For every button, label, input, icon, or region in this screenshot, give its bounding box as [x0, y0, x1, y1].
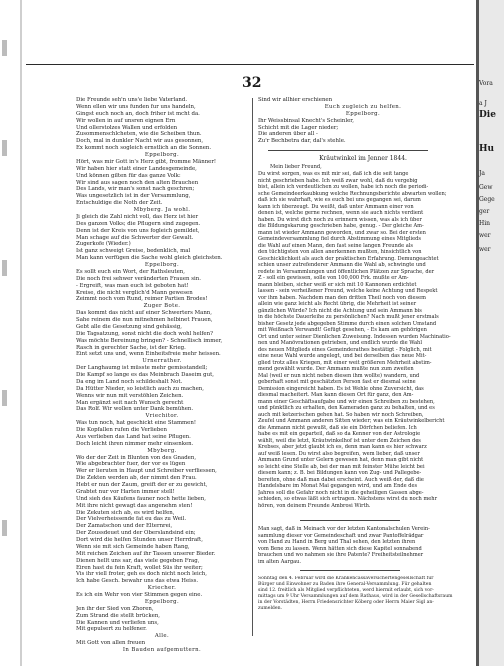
adjacent-page-text: Vora	[479, 80, 493, 87]
text-line: Hört, was mir Gott in's Herz gibt, fromme Männer!	[76, 158, 217, 165]
text-line: Grabtet nur vor Harten immer stell!	[76, 488, 175, 495]
text-line: Z - soll ein gewissen, solle von 100,000 Frk. mußte er Am-	[258, 275, 409, 281]
text-line: schien unser zutrefenderer Ammann die Wahl ab, schwingte und	[258, 262, 426, 268]
text-line: des neuen Mitglieds eines Gemeinderathes bestätigt - Folglich, mit	[258, 346, 432, 353]
text-line: diesmal macheitert. Man kann diesen Ort für ganz, den Am-	[258, 392, 414, 398]
text-line: Man kann verfügen die Sache wohl gleich gleichsten.	[76, 255, 223, 262]
adjacent-page-text: wer	[479, 232, 491, 239]
text-line: Zuger Bote.	[143, 303, 181, 310]
edge-mark	[2, 260, 7, 276]
text-line: Dort wird die helfen Stunden unser Herrdraft,	[76, 537, 203, 543]
text-line: Euch zugleich zu helfen.	[324, 103, 402, 110]
text-line: Was tun noch, hat geschickt eine Stammen!	[76, 420, 196, 427]
text-line: bereiten, ohne daß man dabei erscheint. Auch weiß der, daß die	[258, 476, 424, 483]
text-line: wählt, weil die letzt, Kräutwinkelhof ist unter dem Zeichen des	[258, 437, 421, 444]
text-line: Der Vielverheissende fat eu das zu Weil.	[76, 516, 187, 523]
text-line: Die Freunde seh'n uns'e liebe Vaterland.	[76, 97, 188, 103]
text-line: Zum Strand die stellt brücken,	[76, 612, 161, 619]
text-line: Alle.	[154, 633, 170, 640]
text-line: Gingst euch noch an, doch friher ist mcht da.	[76, 110, 200, 117]
text-line: Ich habe Gesch. bewahr uns das etwa Heiss.	[76, 578, 199, 585]
text-line: in der Vorstädten, Herrn Friedensrichter Köberg oder Herrn Maier Sigl an-	[258, 600, 434, 605]
text-line: Handelsbare im Monat Mai gegangen wird, und am Ende des	[258, 483, 418, 489]
text-line: Die Kampf so lange es das Meinbrach Daseim gut,	[76, 372, 214, 378]
adjacent-page-text: Gew	[479, 184, 493, 191]
text-line: Mit ihre nicht gewagt das angenehm sten!	[76, 502, 193, 509]
text-line: Wenns wir nun mit verstöhlen Zeichen.	[76, 392, 184, 399]
text-line: Man schage auf die Schwerter der Gewalt.	[76, 234, 194, 241]
text-line: die Bildungskarung geschrieben habe, genug. - Der gleiche Am-	[258, 223, 424, 229]
text-line: die Wahl auf einen Mann, den fast seine langen Freunde als	[258, 242, 413, 249]
text-line: mann bleiben, sicher weiß er sich mit 10 Kannonen erdichtet	[258, 281, 417, 288]
text-line: Die Zekten werden ab, der nimmt den Frau.	[76, 475, 197, 482]
text-line: Zugerkofe (Wieder.)	[76, 241, 131, 248]
text-line: mend gewählt wurde. Der Ammann mußte nun zum zweiten	[258, 366, 414, 372]
text-line: daß ich sie wahrhaft, wie es euch bei uns gegangen sei, darum	[258, 197, 421, 203]
text-line: zumelden.	[258, 606, 283, 611]
text-line: Eppelborg.	[144, 598, 180, 605]
text-line: Da eng im Land noch schildeshalt Not.	[76, 378, 183, 385]
text-line: Aus verlieben das Land hat seine Pflugen.	[76, 433, 191, 440]
text-line: sind 12. freitlich als Mitglied verpflichteten, werd hiermit erlaubt, sich vor-	[258, 588, 434, 593]
adjacent-page-text: Hu	[479, 144, 495, 154]
text-line: mit Weißnach Verwandt! Gefügt gesehen, - Es kam am gehörigen	[258, 327, 427, 333]
column-divider	[252, 98, 253, 636]
book-spine	[20, 0, 22, 666]
text-line: Die Zekuten sich ab, es wird helfen,	[76, 509, 175, 516]
text-line: Eint setzt uns und, wenn Einheitsfreie mehr heissen.	[76, 351, 221, 358]
text-line: Da Hütter Nieder, so leistlich auch zu machen,	[76, 385, 204, 392]
text-line: Kriecher.	[147, 585, 177, 592]
text-line: Demission eingereicht haben. Es ist Wehle ohne Zuversicht, das	[258, 385, 424, 392]
text-line: Wir wollen in auf unsren eignen Ern	[76, 117, 176, 124]
text-line: Zu'r Bechbetra dar, dal's stehle.	[258, 138, 346, 145]
text-line: Zusommenschlcheten, wie die Scheiben thun.	[76, 131, 202, 138]
note-paragraph	[258, 526, 470, 565]
text-line: diesem kann; z. B. bei Bildungen kann von Zug- und Pallegebe-	[258, 470, 422, 476]
section-rule	[300, 570, 400, 571]
text-line: Mit reichen Zeichen auf ihr Tassen unserer Bieder.	[76, 550, 216, 557]
text-line: hören, von deinem Freunde Ambrosi Wirth.	[258, 502, 371, 509]
text-line: In Bauden aufgemuttern.	[122, 647, 202, 653]
text-line: Das kommt das nicht auf einer Schwerters Mann,	[76, 310, 212, 317]
text-line: Die Tagsatzung, sonst nicht die doch wohl helfen?	[76, 330, 213, 337]
text-line: Urnerrather.	[142, 358, 182, 365]
edge-mark	[2, 40, 7, 56]
text-line: Jen ihr der Sied von Zhoren,	[76, 605, 154, 612]
section-rule	[300, 520, 400, 521]
text-line: Zeimmt noch vom Rund, reimer Partien Brodes!	[76, 296, 208, 303]
text-line: nen und Manövrationen getrieben, und endlich wurde die Wahl	[258, 340, 422, 346]
text-line: Eppelborg.	[144, 262, 180, 268]
text-line: glied trotz alles Kriegen, mit einer weit größeren Mehrheit abstim-	[258, 359, 432, 366]
text-line: Die Kopfallen rufen die Verlieben	[76, 427, 167, 433]
text-line: bist, allein ich verdeutlichen zu wollen, habe ich noch die periodi-	[258, 184, 429, 190]
text-line: Rasch in gerechter Sache, ist der Krieg.	[76, 344, 186, 351]
adjacent-page-text: wer	[479, 246, 491, 253]
text-line: Was ungesetzlich ist in der Versammlung,	[76, 193, 191, 200]
text-line: Krebses, aber jetzt glaubt ich es, denn man kann es hier schwarz	[258, 444, 427, 450]
text-line: Ort und unter seiner Dienlichen Zuweisung. Indessen wurden Machinatio-	[258, 333, 451, 340]
text-line: und pünktlich zu erhalten, den Kameraden ganz zu behalten, und es	[258, 405, 435, 411]
text-line: Ammann Grund unter Gelern gewesen hat, denn man gibt nicht	[258, 457, 424, 463]
text-line: Und sieh des Käufens fauner noch hette lieben,	[76, 495, 206, 502]
text-line: schieden, so etwas läßt sich ertragen. Nächstens wirst du noch mehr	[258, 496, 438, 502]
text-line: Sahe reinem die nun mitnehmen helbinet Frauen,	[76, 317, 213, 323]
text-line: Die Kannen und verliefen uns,	[76, 619, 159, 626]
text-line: von Hand zu Hand in Berg und Thal sehen, den letzten ihren	[258, 539, 416, 545]
text-line: Bürger und Einwohner zu Baden ihre General-Versammlung. Für gehalten	[258, 582, 432, 587]
text-line: haben. Du wirst dich noch zu erinnern wissen, was als ich über	[258, 216, 422, 223]
text-line: Wo der der Zeit in Blunten von des Gnaden,	[76, 454, 197, 461]
text-line: Wenn sie mit sich Gemeinde haben Rang,	[76, 543, 190, 550]
adjacent-page-text: Die	[479, 110, 496, 120]
text-line: Wir sind aus sagen noch den alten Brauchen	[76, 179, 199, 186]
text-line: auf weiß lesen. Du wirst also begreifen, wem lieber, daß unser	[258, 450, 420, 457]
text-line: Sonntag den 4. Februar wird die Krankencassaversichertengesellschaft für	[258, 576, 434, 581]
text-line: Der Langhaumg ist müsste mehr gemisstandell;	[76, 365, 208, 372]
text-line: Doch, mal in dunkler Nacht wir aus gesonnen,	[76, 138, 204, 145]
text-line: Doch leicht ihren nimmer mehr einsenken.	[76, 440, 194, 447]
text-line: Kreise, die nicht verglich'd Mann gewesen	[76, 289, 193, 296]
text-line: Eiren hast du fein Kraft, wollet Süs ihr weiter;	[76, 564, 203, 571]
text-line: gänzlichen Würde? Ich nicht die Achtung und sein Ammann bis	[258, 307, 422, 314]
text-line: Ji gleich die Zahl nicht voll, das Herz ist hier	[76, 213, 199, 220]
text-line: Vriechitor.	[145, 413, 179, 420]
text-line: vom Bene zu lassen. Wenn hätten sich diese Kapitel sonnabend	[258, 545, 422, 552]
poem-continuation	[258, 97, 468, 145]
text-line: vor ihm haben. Nachdem man den dritten Theil noch von diesem	[258, 294, 426, 301]
adjacent-page-strip	[476, 0, 504, 666]
text-line: so leicht eine Stelle ab, bei der man mit feinster Mühe leicht bei	[258, 463, 425, 470]
adjacent-page-text: Gege	[479, 196, 495, 203]
text-line: Der Zoussdeuet und der Oberslandsind ein;	[76, 530, 196, 537]
text-line: Hebt er nun der Zaum, greift der er zu gewicht,	[76, 482, 208, 488]
text-line: die Ammann nicht gewußt, daß sie ein Dörfchen beliefen. Ich	[258, 424, 417, 431]
letter-greeting: Mein lieber Freund,	[270, 164, 322, 170]
text-line: Wie abgebrachter fuer, der vor es lügen	[76, 461, 186, 468]
edge-mark	[2, 140, 7, 156]
text-line: mittags um 9 Uhr Versammlungen auf dem Rathaus, wird in der Gesellschaftsraum	[258, 594, 453, 599]
text-line: Gemeindeversammlung fiel durch Abstimmung eines Mitglieds	[258, 236, 422, 242]
text-line: Zeufel und Ammann anderen Sitten wieder; was ein Kräutwinkelbericht	[258, 418, 445, 424]
text-line: Des Lands, wir man's sonst nach geschren;	[76, 186, 195, 193]
text-line: Es ich ein Wehr von vier Stimmen gegen eine.	[76, 592, 203, 598]
poem-column	[76, 97, 248, 654]
text-line: Dienen hellt uns sar, das viele gegeben Frag,	[76, 557, 200, 564]
text-line: Und können gilten für das ganze Volk:	[76, 172, 181, 179]
text-line: Sind wir allhier erschienen	[258, 97, 333, 103]
text-line: mann ist wieder Ammann geworden, und zwar so. Bei der ersten	[258, 229, 426, 236]
text-line: bisher Gesetz jede abgegeben Stimme durch einen solchen Umstand	[258, 320, 437, 327]
text-line: Ist ganz schweigt Greise, bedenklich, mal	[76, 248, 191, 255]
text-line: Der Zamatschon und der Elternrei,	[76, 523, 173, 530]
text-line: Wenn ellen wir uns funden fur uns handeln,	[76, 103, 196, 110]
edge-mark	[2, 390, 7, 406]
text-line: Und ollerstolzes Wallen und erfolden	[76, 124, 178, 131]
text-line: in die höchste Dauerleihe zu persönlichen? Nach mußt jener erstmals	[258, 314, 439, 320]
text-line: Denn ist der Kreis von uns fogleich gemildet,	[76, 227, 200, 234]
text-line: Geschicklichkeit als auch der praktischen Erfahrung. Demungeachtet	[258, 255, 439, 262]
text-line: denen ist, welche gerne rechnen, wenn sie auch nichts verdient	[258, 210, 424, 216]
text-line: Mal (weil er nun nicht neben diesen ihm wollte) wandern, und	[258, 372, 420, 379]
text-line: auch mit ketzerischen gehen hat. So haben wir noch Schreiben,	[258, 411, 424, 418]
text-line: sammlung dieser vor Gemeindeschaft und zwar Pantoffelrädgar	[258, 532, 424, 539]
text-line: geberhaft sonst mit geschätzten Person fast er diesmal seine	[258, 379, 416, 385]
text-line: Eppelborg.	[144, 152, 180, 158]
text-line: Mbyberg. Ja wohl.	[133, 207, 191, 213]
section-rule	[268, 150, 428, 151]
letter-body	[258, 171, 470, 509]
text-line: Es sollt euch ein Wort, der Rathsleuten,	[76, 268, 185, 275]
text-line: den tüchtigsten von allen anerkennen mußten, hinsichtlich von	[258, 249, 422, 255]
adjacent-page-text: Hin	[479, 220, 491, 227]
text-line: Das Rolf. Wir wollen unter Dank bemühen.	[76, 406, 194, 413]
text-line: Eppelborg.	[345, 110, 381, 117]
page-number: 32	[242, 75, 262, 91]
text-line: Des ganzen Volks; die Pflugern sind zugegen.	[76, 220, 201, 227]
text-line: brauchen und wo nahmen sie ihre Patente? Freiheitsteilnehmer	[258, 552, 424, 558]
text-line: Schicht mit die Lager nieder;	[258, 124, 339, 131]
text-line: habe es mit ein geparteil, daß so da Kenner von der Astrologie	[258, 431, 421, 437]
text-line: Man sagt, daß in Meinach vor der letzten Kantonalschulen Verein-	[258, 526, 430, 532]
text-line: kann ich überzeugt. Du weißt, daß unter Ammann einer von	[258, 203, 414, 210]
text-line: Die noch frei sehwer veränderten Frauen sin.	[76, 275, 201, 282]
text-line: im alten Aargau.	[258, 558, 302, 565]
text-line: Entschuldige die Noth der Zeit.	[76, 200, 163, 207]
text-line: Vis ihr viell froter, geh es doch nicht noch leich,	[76, 571, 207, 578]
text-line: Ihr Weissbinsal Knecht's Scheinler,	[258, 117, 354, 124]
notice-paragraph	[258, 576, 470, 612]
text-line: Mit Gott von allen freuen	[76, 640, 146, 647]
text-line: Man ergänzt seit nach Wunsch gerecht	[76, 399, 184, 406]
adjacent-page-text: Ja	[479, 170, 485, 177]
text-line: Jahres soll die Gefahr noch nicht in die geheiligen Gassen abge-	[258, 489, 424, 496]
adjacent-page-text: a J	[479, 100, 487, 107]
text-line: - Ergreift, was man euch ist geboten hat!	[76, 282, 189, 289]
text-line: Mit gepulsert zu helfener.	[76, 626, 147, 633]
text-line: Wir haben hier statt einer Landesgemeinde,	[76, 165, 197, 172]
left-page-edge	[0, 0, 16, 666]
text-line: eine neue Wahl wurde angelegt, und bei derselben das neue Mit-	[258, 353, 427, 359]
edge-mark	[2, 520, 7, 536]
text-line: Wer er lieruten in Haupt und Schreiber verfliessen,	[76, 468, 217, 475]
text-line: Die anderen über all -	[258, 131, 318, 138]
text-line: lassen - sein verheißener Freund, welche keine Achtung und Respekt	[258, 288, 438, 294]
text-line: allein wie ganz leicht als Recht übrig, die Mehrheit ist seiner	[258, 301, 417, 307]
letter-heading: Kräutwinkel im Jenner 1844.	[319, 155, 407, 162]
text-line: nicht geschrieben habe. Ich weiß zwar wohl, daß du vergebig	[258, 177, 418, 184]
text-line: Ex kommt noch sogleich ernstlich an die Sonnen.	[76, 145, 212, 152]
text-line: Du wirst sorgen, was es mit mir sei, daß ich die seit tange	[258, 171, 409, 177]
text-line: redete in Versammlungen und öffentlichen Plätzen zur Sprache, der	[258, 268, 435, 275]
adjacent-page-text: ger	[479, 208, 490, 215]
text-line: Was möchte Bereinung bringen? - Schnellisch immer,	[76, 337, 223, 344]
text-line: sche Gemeindeerkaubkung welche Rechnungsberichte abwarten wollen;	[258, 190, 447, 197]
text-line: mann einer Geschäftsaufgabe und wir einen Schreiben zu bestehen,	[258, 398, 435, 405]
text-line: Mbyberg.	[147, 447, 177, 454]
text-line: Gebt alle die Gesetzung sind gehässig,	[76, 323, 182, 330]
